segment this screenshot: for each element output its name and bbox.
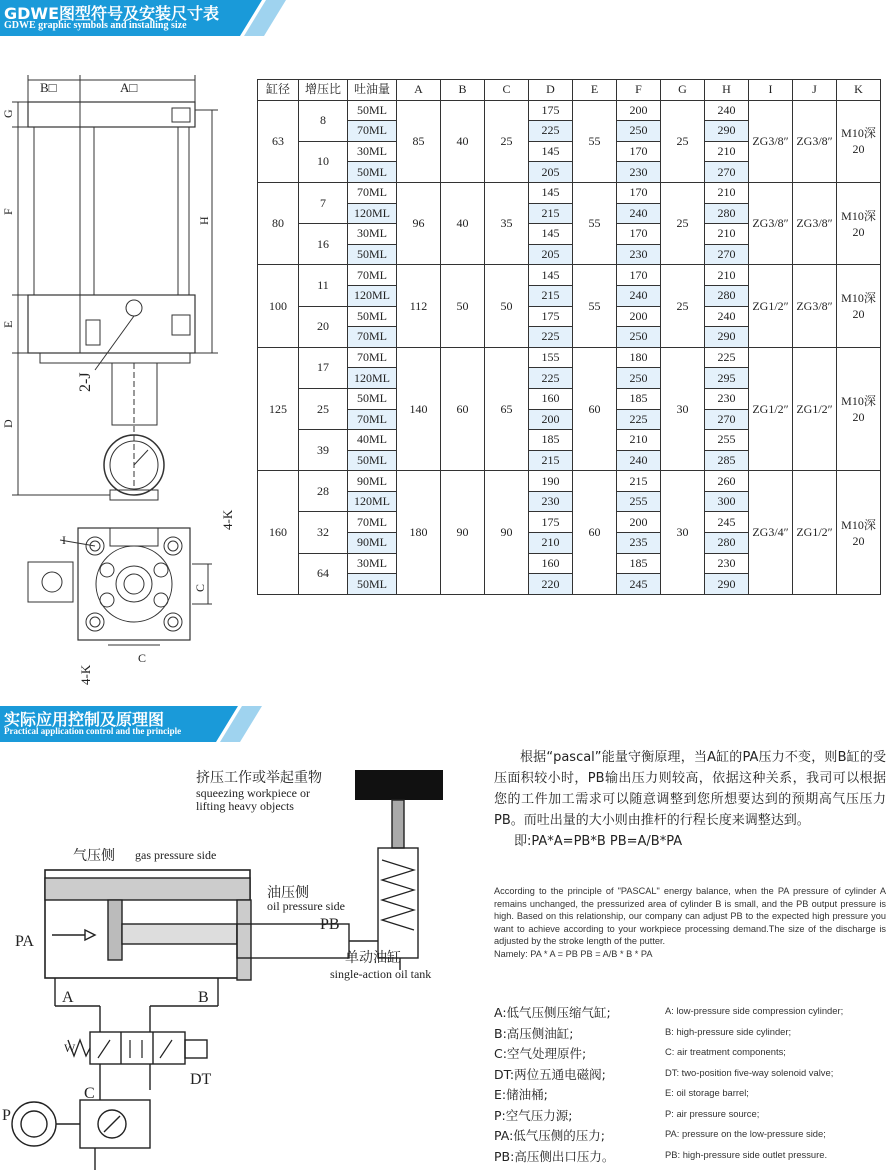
dim-c-side: C: [193, 583, 207, 592]
output-cell: 50ML: [348, 162, 397, 183]
output-cell: 70ML: [348, 327, 397, 348]
legend-item-en: E: oil storage barrel;: [665, 1087, 749, 1098]
h-cell: 300: [705, 491, 749, 512]
k-cell: M10深20: [837, 182, 881, 264]
section-title-cn: GDWE图型符号及安装尺寸表: [4, 4, 219, 23]
legend-item-cn: PA:低气压侧的压力;: [494, 1128, 605, 1143]
output-cell: 70ML: [348, 121, 397, 142]
load-label-en1: squeezing workpiece or: [196, 786, 310, 800]
e-cell: 55: [573, 265, 617, 347]
h-cell: 210: [705, 224, 749, 245]
output-cell: 90ML: [348, 471, 397, 492]
k-cell: M10深20: [837, 471, 881, 595]
b-cell: 40: [441, 100, 485, 182]
header-cell: D: [529, 80, 573, 101]
legend-item-cn: C:空气处理原件;: [494, 1046, 587, 1061]
section-banner-2: [0, 706, 270, 742]
h-cell: 245: [705, 512, 749, 533]
g-cell: 30: [661, 471, 705, 595]
output-cell: 40ML: [348, 430, 397, 451]
legend-item-cn: E:储油桶;: [494, 1087, 548, 1102]
a-cell: 140: [397, 347, 441, 471]
g-cell: 25: [661, 182, 705, 264]
j-cell: ZG1/2″: [793, 347, 837, 471]
header-cell: J: [793, 80, 837, 101]
legend-item-en: A: low-pressure side compression cylinder;: [665, 1005, 844, 1016]
legend-item-cn: DT:两位五通电磁阀;: [494, 1066, 606, 1082]
d-cell: 205: [529, 244, 573, 265]
f-cell: 185: [617, 553, 661, 574]
bore-cell: 100: [258, 265, 299, 347]
c-cell: 35: [485, 182, 529, 264]
pb-label: PB: [320, 916, 340, 933]
header-cell: F: [617, 80, 661, 101]
load-block: [355, 770, 443, 800]
table-row: [258, 265, 881, 286]
g-cell: 25: [661, 100, 705, 182]
f-cell: 230: [617, 244, 661, 265]
d-cell: 225: [529, 121, 573, 142]
k-cell: M10深20: [837, 347, 881, 471]
f-cell: 170: [617, 182, 661, 203]
h-cell: 230: [705, 388, 749, 409]
bore-cell: 160: [258, 471, 299, 595]
h-cell: 270: [705, 162, 749, 183]
i-cell: ZG3/8″: [749, 100, 793, 182]
ratio-cell: 28: [299, 471, 348, 512]
d-cell: 215: [529, 203, 573, 224]
legend-item-en: PB: high-pressure side outlet pressure.: [665, 1148, 828, 1160]
f-cell: 250: [617, 121, 661, 142]
c-cell: 90: [485, 471, 529, 595]
j-cell: ZG3/8″: [793, 100, 837, 182]
f-cell: 250: [617, 327, 661, 348]
section-title-en: GDWE graphic symbols and installing size: [4, 20, 187, 31]
g-cell: 25: [661, 265, 705, 347]
f-cell: 240: [617, 450, 661, 471]
output-cell: 30ML: [348, 224, 397, 245]
p-label: P: [2, 1107, 11, 1124]
principle-text-en: According to the principle of "PASCAL" energy balance, when the PA pressure of cylinder A remains unchanged, the pressurized area of cylinder B is small, and the PB output pressure is high. Based on this relationship, our company can adjust PB to the expected high pressure you want to achieve according to your workpiece processing demand.The size of the discharge is adjusted by the stroke length of the putter.: [494, 886, 886, 947]
f-cell: 230: [617, 162, 661, 183]
dim-h: H: [197, 216, 211, 225]
h-cell: 210: [705, 265, 749, 286]
header-cell: G: [661, 80, 705, 101]
gas-side-en: gas pressure side: [135, 848, 217, 862]
dim-i: I: [62, 533, 66, 547]
b-cell: 50: [441, 265, 485, 347]
h-cell: 280: [705, 203, 749, 224]
h-cell: 290: [705, 327, 749, 348]
f-cell: 170: [617, 224, 661, 245]
principle-diagram: [0, 760, 485, 1176]
tank-label-cn: 单动油缸: [345, 950, 401, 966]
h-cell: 280: [705, 533, 749, 554]
k-cell: M10深20: [837, 100, 881, 182]
output-cell: 120ML: [348, 368, 397, 389]
f-cell: 180: [617, 347, 661, 368]
k-cell: M10深20: [837, 265, 881, 347]
c-label: C: [84, 1085, 95, 1102]
h-cell: 255: [705, 430, 749, 451]
ratio-cell: 8: [299, 100, 348, 141]
d-cell: 155: [529, 347, 573, 368]
d-cell: 215: [529, 285, 573, 306]
d-cell: 200: [529, 409, 573, 430]
table-row: [258, 347, 881, 368]
legend-item-en: B: high-pressure side cylinder;: [665, 1025, 792, 1037]
h-cell: 285: [705, 450, 749, 471]
load-label-cn: 挤压工作或举起重物: [196, 770, 322, 786]
output-cell: 50ML: [348, 574, 397, 595]
h-cell: 280: [705, 285, 749, 306]
output-cell: 50ML: [348, 244, 397, 265]
d-cell: 145: [529, 265, 573, 286]
f-cell: 240: [617, 285, 661, 306]
d-cell: 210: [529, 533, 573, 554]
j-cell: ZG1/2″: [793, 471, 837, 595]
bolt-label-top: 4-K: [220, 509, 235, 530]
d-cell: 175: [529, 100, 573, 121]
h-cell: 290: [705, 121, 749, 142]
f-cell: 185: [617, 388, 661, 409]
output-cell: 70ML: [348, 409, 397, 430]
f-cell: 170: [617, 141, 661, 162]
spec-table: [257, 79, 881, 595]
ratio-cell: 25: [299, 388, 348, 429]
output-cell: 50ML: [348, 100, 397, 121]
f-cell: 240: [617, 203, 661, 224]
table-row: [258, 471, 881, 492]
e-cell: 55: [573, 100, 617, 182]
bore-cell: 80: [258, 182, 299, 264]
h-cell: 260: [705, 471, 749, 492]
f-cell: 215: [617, 471, 661, 492]
ratio-cell: 11: [299, 265, 348, 306]
d-cell: 225: [529, 327, 573, 348]
header-cell: E: [573, 80, 617, 101]
ratio-cell: 32: [299, 512, 348, 553]
principle-paragraph-cn: [494, 747, 886, 852]
h-cell: 270: [705, 409, 749, 430]
output-cell: 30ML: [348, 553, 397, 574]
h-cell: 290: [705, 574, 749, 595]
header-cell: 吐油量: [348, 80, 397, 101]
b-cell: 60: [441, 347, 485, 471]
d-cell: 160: [529, 553, 573, 574]
output-cell: 90ML: [348, 533, 397, 554]
h-cell: 230: [705, 553, 749, 574]
table-row: [258, 100, 881, 121]
legend-item-cn: PB:高压侧出口压力。: [494, 1148, 615, 1164]
legend-item-en: C: air treatment components;: [665, 1046, 786, 1057]
legend-item-cn: A:低气压侧压缩气缸;: [494, 1005, 611, 1020]
i-cell: ZG3/8″: [749, 182, 793, 264]
legend-item-en: DT: two-position five-way solenoid valve;: [665, 1066, 834, 1078]
output-cell: 50ML: [348, 450, 397, 471]
header-cell: B: [441, 80, 485, 101]
f-cell: 235: [617, 533, 661, 554]
load-label-en2: lifting heavy objects: [196, 799, 294, 813]
f-cell: 245: [617, 574, 661, 595]
header-cell: I: [749, 80, 793, 101]
output-cell: 70ML: [348, 182, 397, 203]
d-cell: 230: [529, 491, 573, 512]
f-cell: 210: [617, 430, 661, 451]
section-title-cn: 实际应用控制及原理图: [4, 710, 165, 729]
output-cell: 70ML: [348, 265, 397, 286]
legend-item-en: P: air pressure source;: [665, 1107, 760, 1119]
dim-g: G: [1, 109, 15, 118]
g-cell: 30: [661, 347, 705, 471]
output-cell: 120ML: [348, 203, 397, 224]
d-cell: 175: [529, 512, 573, 533]
bore-cell: 63: [258, 100, 299, 182]
output-cell: 120ML: [348, 491, 397, 512]
section-banner-1: [0, 0, 290, 36]
header-cell: H: [705, 80, 749, 101]
ratio-cell: 20: [299, 306, 348, 347]
d-cell: 145: [529, 224, 573, 245]
ratio-cell: 7: [299, 182, 348, 223]
output-cell: 120ML: [348, 285, 397, 306]
w-label: W: [64, 1041, 76, 1055]
section-title-en: Practical application control and the principle: [4, 726, 182, 736]
f-cell: 255: [617, 491, 661, 512]
d-cell: 220: [529, 574, 573, 595]
formula-en: Namely: PA * A = PB PB = A/B * B * PA: [494, 948, 653, 959]
h-cell: 225: [705, 347, 749, 368]
header-cell: C: [485, 80, 529, 101]
d-cell: 160: [529, 388, 573, 409]
bore-cell: 125: [258, 347, 299, 471]
h-cell: 210: [705, 141, 749, 162]
d-cell: 190: [529, 471, 573, 492]
f-cell: 225: [617, 409, 661, 430]
bolt-label-bottom: 4-K: [78, 664, 93, 685]
a-cell: 85: [397, 100, 441, 182]
principle-text-cn: 根据“pascal”能量守衡原理，当A缸的PA压力不变，则B缸的受压面积较小时，PB输出压力则较高，依据这种关系，我司可以根据您的工件加工需求可以随意调整到您所想要达到的预期高气压压力PB。而吐出量的大小则由推杆的行程长度来调整达到。: [494, 750, 886, 828]
output-cell: 30ML: [348, 141, 397, 162]
output-cell: 70ML: [348, 347, 397, 368]
installation-drawing: [0, 70, 252, 700]
f-cell: 200: [617, 512, 661, 533]
d-cell: 145: [529, 182, 573, 203]
h-cell: 270: [705, 244, 749, 265]
a-cell: 180: [397, 471, 441, 595]
oil-side-cn: 油压侧: [267, 885, 309, 901]
a-cell: 96: [397, 182, 441, 264]
f-cell: 250: [617, 368, 661, 389]
d-cell: 185: [529, 430, 573, 451]
ratio-cell: 64: [299, 553, 348, 594]
f-cell: 170: [617, 265, 661, 286]
header-cell: K: [837, 80, 881, 101]
i-cell: ZG3/4″: [749, 471, 793, 595]
dim-label-a: A□: [120, 80, 138, 95]
e-cell: 60: [573, 347, 617, 471]
b-cell: 40: [441, 182, 485, 264]
legend-item-cn: B:高压侧油缸;: [494, 1025, 574, 1041]
h-cell: 295: [705, 368, 749, 389]
c-cell: 50: [485, 265, 529, 347]
ratio-cell: 10: [299, 141, 348, 182]
e-cell: 55: [573, 182, 617, 264]
c-cell: 25: [485, 100, 529, 182]
pa-label: PA: [15, 933, 34, 950]
port-label: 2-J: [77, 372, 94, 392]
a-label: A: [62, 989, 74, 1006]
table-header-row: [258, 80, 881, 101]
output-cell: 70ML: [348, 512, 397, 533]
gas-side-cn: 气压侧: [73, 848, 115, 864]
f-cell: 200: [617, 306, 661, 327]
dim-f: F: [1, 208, 15, 215]
e-cell: 60: [573, 471, 617, 595]
ratio-cell: 39: [299, 430, 348, 471]
dim-d: D: [1, 419, 15, 428]
dim-c-bottom: C: [138, 651, 147, 665]
output-cell: 50ML: [348, 388, 397, 409]
j-cell: ZG3/8″: [793, 265, 837, 347]
d-cell: 205: [529, 162, 573, 183]
d-cell: 225: [529, 368, 573, 389]
h-cell: 240: [705, 100, 749, 121]
d-cell: 215: [529, 450, 573, 471]
oil-side-en: oil pressure side: [267, 899, 345, 913]
legend-item-en: PA: pressure on the low-pressure side;: [665, 1128, 826, 1139]
ratio-cell: 17: [299, 347, 348, 388]
header-cell: 缸径: [258, 80, 299, 101]
formula-cn: 即:PA*A=PB*B PB=A/B*PA: [514, 834, 683, 849]
a-cell: 112: [397, 265, 441, 347]
b-cell: 90: [441, 471, 485, 595]
dim-label-b: B□: [40, 80, 57, 95]
principle-paragraph-en: [494, 885, 886, 961]
header-cell: 增压比: [299, 80, 348, 101]
c-cell: 65: [485, 347, 529, 471]
header-cell: A: [397, 80, 441, 101]
i-cell: ZG1/2″: [749, 265, 793, 347]
d-cell: 175: [529, 306, 573, 327]
i-cell: ZG1/2″: [749, 347, 793, 471]
ratio-cell: 16: [299, 224, 348, 265]
legend-item-cn: P:空气压力源;: [494, 1107, 573, 1123]
table-row: [258, 182, 881, 203]
b-label: B: [198, 989, 209, 1006]
dim-e: E: [1, 320, 15, 328]
output-cell: 50ML: [348, 306, 397, 327]
j-cell: ZG3/8″: [793, 182, 837, 264]
tank-label-en: single-action oil tank: [330, 967, 432, 981]
h-cell: 240: [705, 306, 749, 327]
dt-label: DT: [190, 1071, 212, 1088]
f-cell: 200: [617, 100, 661, 121]
h-cell: 210: [705, 182, 749, 203]
d-cell: 145: [529, 141, 573, 162]
